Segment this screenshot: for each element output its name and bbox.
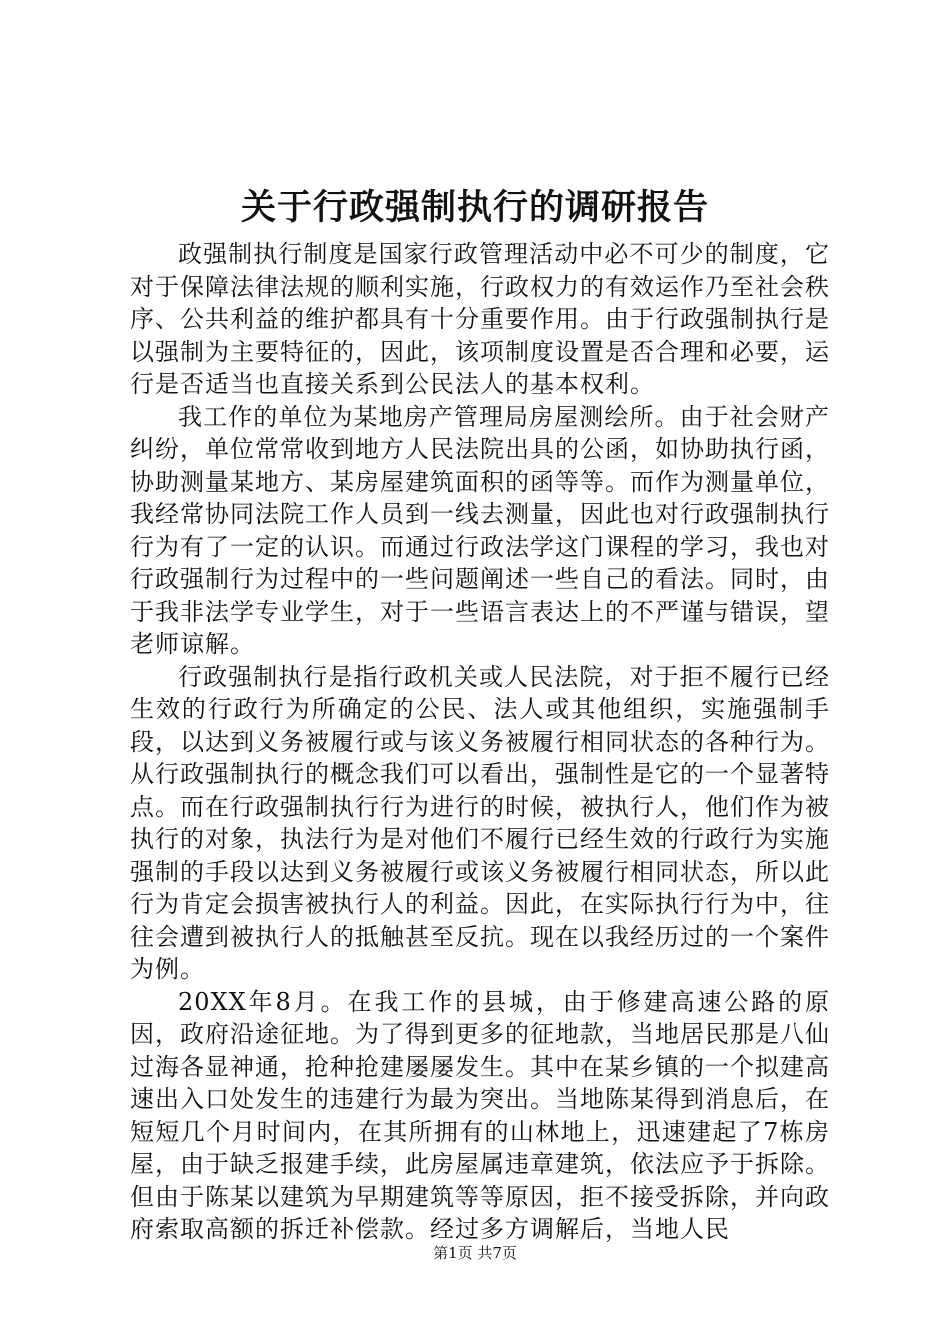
paragraph-4: 20XX年8月。在我工作的县城，由于修建高速公路的原因，政府沿途征地。为了得到更多的征地款，当地居民那是八仙过海各显神通，抢种抢建屡屡发生。其中在某乡镇的一个拟建高速出入口处发生的违建行为最为突出。当地陈某得到消息后，在短短几个月时间内，在其所拥有的山林地上，迅速建起了7栋房屋，由于缺乏报建手续，此房屋属违章建筑，依法应予于拆除。但由于陈某以建筑为早期建筑等等原因，拒不接受拆除，并向政府索取高额的拆迁补偿款。经过多方调解后，当地人民	[130, 987, 830, 1243]
paragraph-3: 行政强制执行是指行政机关或人民法院，对于拒不履行已经生效的行政行为所确定的公民、法人或其他组织，实施强制手段，以达到义务被履行或与该义务被履行相同状态的各种行为。从行政强制执行的概念我们可以看出，强制性是它的一个显著特点。而在行政强制执行行为进行的时候，被执行人，他们作为被执行的对象，执法行为是对他们不履行已经生效的行政行为实施强制的手段以达到义务被履行或该义务被履行相同状态，所以此行为肯定会损害被执行人的利益。因此，在实际执行行为中，往往会遭到被执行人的抵触甚至反抗。现在以我经历过的一个案件为例。	[130, 662, 830, 983]
paragraph-2: 我工作的单位为某地房产管理局房屋测绘所。由于社会财产纠纷，单位常常收到地方人民法院出具的公函，如协助执行函，协助测量某地方、某房屋建筑面积的函等等。而作为测量单位，我经常协同法院工作人员到一线去测量，因此也对行政强制执行行为有了一定的认识。而通过行政法学这门课程的学习，我也对行政强制行为过程中的一些问题阐述一些自己的看法。同时，由于我非法学专业学生，对于一些语言表达上的不严谨与错误，望老师谅解。	[130, 402, 830, 658]
paragraph-1: 政强制执行制度是国家行政管理活动中必不可少的制度，它对于保障法律法规的顺利实施，行政权力的有效运作乃至社会秩序、公共利益的维护都具有十分重要作用。由于行政强制执行是以强制为主要特征的，因此，该项制度设置是否合理和必要，运行是否适当也直接关系到公民法人的基本权利。	[130, 240, 830, 398]
document-title: 关于行政强制执行的调研报告	[240, 187, 709, 228]
document-body	[130, 238, 830, 1246]
page-footer: 第1页 共7页	[433, 1244, 517, 1262]
